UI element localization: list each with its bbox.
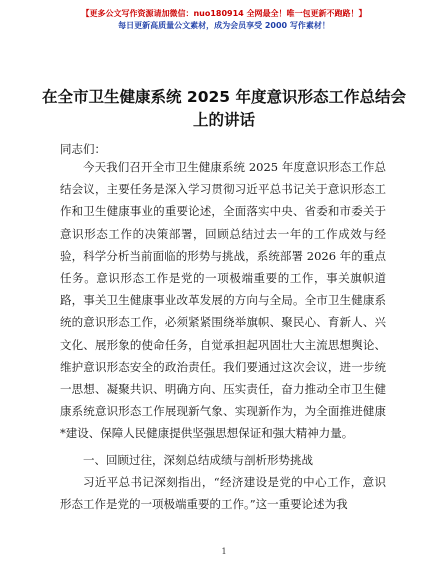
body-paragraph: 习近平总书记深刻指出，“经济建设是党的中心工作，意识形态工作是党的一项极端重要的工作。”这一重要论述为我: [60, 474, 386, 512]
document-body: [60, 156, 386, 515]
page-number: 1: [221, 547, 227, 556]
promo-banner: [0, 8, 448, 32]
body-paragraph: 今天我们召开全市卫生健康系统 2025 年度意识形态工作总结会议，主要任务是深入学习贯彻习近平总书记关于意识形态工作和卫生健康事业的重要论述，全面落实中央、省委和市委关于意识形态工作的决策部署，回顾总结过去一年的工作成效与经验，科学分析当前面临的形势与挑战，系统部署 2026 年的重点任务。意识形态工作是党的一项极端重要的工作，事关旗帜道路，事关卫生健康事业改革发展的方向与全局。全市卫生健康系统的意识形态工作，必须紧紧围绕举旗帜、聚民心、育新人、兴文化、展形象的使命任务，自觉承担起巩固壮大主流思想舆论、维护意识形态安全的政治责任。我们要通过这次会议，进一步统一思想、凝聚共识、明确方向、压实责任，奋力推动全市卫生健康系统意识形态工作展现新气象、实现新作为，为全面推进健康*建设、保障人民健康提供坚强思想保证和强大精神力量。: [60, 160, 386, 441]
promo-banner-line-1: 【更多公文写作资源请加微信：nuo180914 全网最全！唯一包更新不跑路！】: [81, 9, 367, 18]
document-title: 在全市卫生健康系统 2025 年度意识形态工作总结会上的讲话: [42, 88, 406, 129]
promo-banner-line-2: 每日更新高质量公文素材，成为会员享受 2000 写作素材！: [118, 21, 330, 30]
section-heading: 一、回顾过往，深刻总结成绩与剖析形势挑战: [83, 452, 313, 467]
salutation: 同志们：: [60, 142, 106, 156]
